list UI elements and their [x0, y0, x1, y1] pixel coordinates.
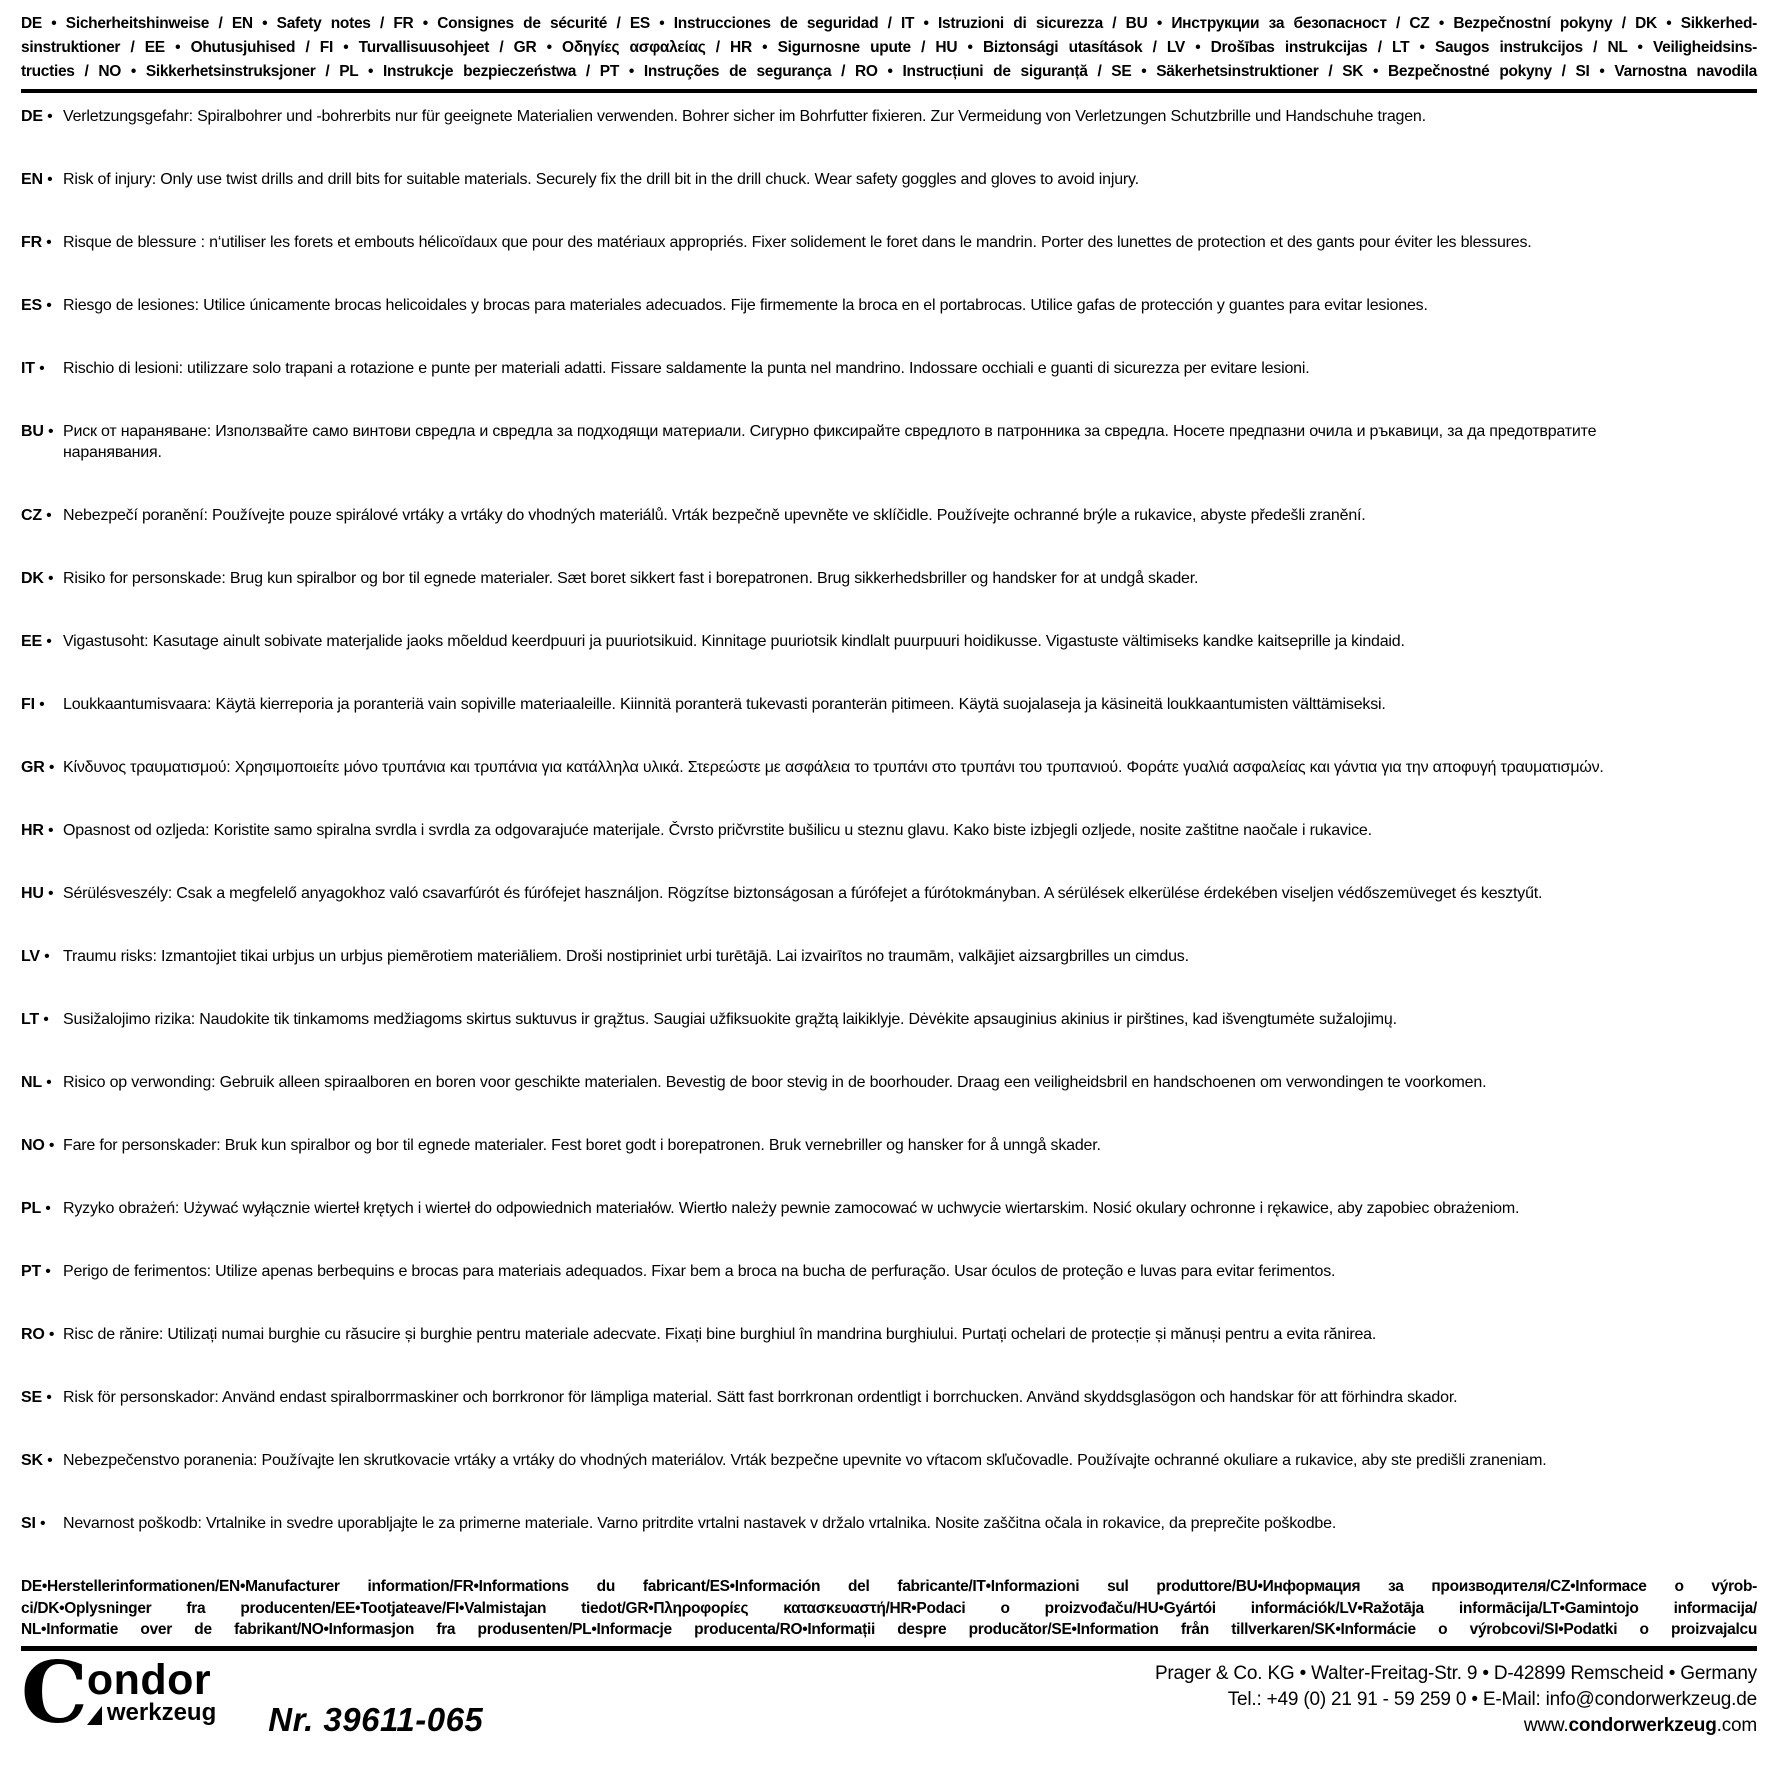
safety-note-row: [21, 106, 1757, 127]
safety-note-row: [21, 1450, 1757, 1471]
safety-note-text: Risc de rănire: Utilizați numai burghie cu răsucire și burghie pentru materiale adecvate. Fixați bine burghiul în mandrina burghiului. Purtați ochelari de protecție și mănuși pentru a evita rănirea.: [63, 1326, 1377, 1343]
safety-note-text: Fare for personskader: Bruk kun spiralbor og bor til egnede materialer. Fest boret godt i borepatronen. Bruk vernebriller og hansker for å unngå skader.: [63, 1137, 1101, 1154]
language-code: NO •: [21, 1135, 63, 1156]
language-code: PT •: [21, 1261, 63, 1282]
safety-note-text: Ryzyko obrażeń: Używać wyłącznie wierteł krętych i wierteł do odpowiednich materiałów. Wiertło należy pewnie zamocować w uchwycie wiertarskim. Nosić okulary ochronne i rękawice, aby zapobiec obrażeniom.: [63, 1200, 1520, 1217]
manufacturer-info-line-3: NL•Informatie over de fabrikant/NO•Informasjon fra produsenten/PL•Informacje producenta/RO•Informații despre producător/SE•Information från tillverkaren/SK•Informácie o výrobcovi/SI•Podatki o proizvajalcu: [21, 1621, 1757, 1638]
language-code: SI •: [21, 1513, 63, 1534]
header-line-3: tructies / NO • Sikkerhetsinstruksjoner / PL • Instrukcje bezpieczeństwa / PT • Instruções de segurança / RO • Instrucțiuni de siguranță / SE • Säkerhetsinstruktioner / SK • Bezpečnostné pokyny / SI • Varnostna navodila: [21, 63, 1757, 80]
safety-note-text: Susižalojimo rizika: Naudokite tik tinkamoms medžiagoms skirtus suktuvus ir grąžtus. Saugiai užfiksuokite grąžtą laikiklyje. Dėvėkite apsauginius akinius ir pirštines, kad išvengtumėte sužalojimų.: [63, 1011, 1397, 1028]
safety-note-text: Risk of injury: Only use twist drills and drill bits for suitable materials. Securely fix the drill bit in the drill chuck. Wear safety goggles and gloves to avoid injury.: [63, 171, 1139, 188]
manufacturer-info-index: [21, 1576, 1757, 1641]
language-code: FI •: [21, 694, 63, 715]
safety-note-row: [21, 1387, 1757, 1408]
language-code: SE •: [21, 1387, 63, 1408]
logo-initial: C: [21, 1642, 86, 1742]
website-prefix: www.: [1523, 1714, 1569, 1736]
language-code: DK •: [21, 568, 63, 589]
website-suffix: .com: [1716, 1714, 1757, 1736]
language-code: LT •: [21, 1009, 63, 1030]
language-code: EE •: [21, 631, 63, 652]
address-block: [1155, 1661, 1757, 1739]
safety-note-row: [21, 631, 1757, 652]
address-line-1: Prager & Co. KG • Walter-Freitag-Str. 9 • D-42899 Remscheid • Germany: [1154, 1662, 1757, 1684]
safety-notes-list: [21, 106, 1757, 1534]
safety-note-text: Traumu risks: Izmantojiet tikai urbjus un urbjus piemērotiem materiāliem. Droši nostipriniet urbi turētājā. Lai izvairītos no traumām, valkājiet aizsargbrilles un cimdus.: [63, 948, 1189, 965]
language-code: FR •: [21, 232, 63, 253]
language-code: RO •: [21, 1324, 63, 1345]
safety-note-text: Risico op verwonding: Gebruik alleen spiraalboren en boren voor geschikte materialen. Bevestig de boor stevig in de boorhouder. Draag een veiligheidsbril en handschoenen om verwondingen te voorkomen.: [63, 1074, 1487, 1091]
safety-note-row: [21, 1009, 1757, 1030]
safety-note-row: [21, 757, 1757, 778]
safety-note-text: Opasnost od ozljeda: Koristite samo spiralna svrdla i svrdla za odgovarajuće materijale. Čvrsto pričvrstite bušilicu u steznu glavu. Kako biste izbjegli ozljede, nosite zaštitne naočale i rukavice.: [63, 822, 1372, 839]
safety-note-row: [21, 820, 1757, 841]
header-language-index: [21, 12, 1757, 84]
safety-note-row: [21, 1135, 1757, 1156]
language-code: SK •: [21, 1450, 63, 1471]
safety-note-row: [21, 1324, 1757, 1345]
logo-wordmark: [86, 1655, 217, 1726]
manufacturer-info-line-2: ci/DK•Oplysninger fra producenten/EE•Tootjateave/FI•Valmistajan tiedot/GR•Πληροφορίες κατασκευαστή/HR•Podaci o proizvođaču/HU•Gyártói információk/LV•Ražotāja informācija/LT•Gamintojo informacija/: [21, 1599, 1757, 1617]
language-code: HR •: [21, 820, 63, 841]
safety-note-row: [21, 883, 1757, 904]
language-code: IT •: [21, 358, 63, 379]
header-line-2: sinstruktioner / EE • Ohutusjuhised / FI • Turvallisuusohjeet / GR • Οδηγίες ασφαλείας / HR • Sigurnosne upute / HU • Biztonsági utasítások / LV • Drošības instrukcijas / LT • Saugos instrukcijos / NL • Veiligheidsins-: [21, 39, 1757, 56]
safety-note-row: [21, 505, 1757, 526]
safety-note-row: [21, 694, 1757, 715]
footer-divider: [21, 1646, 1757, 1651]
safety-note-text: Nebezpečenstvo poranenia: Používajte len skrutkovacie vrtáky a vrtáky do vhodných materiálov. Vrták bezpečne upevnite vo vŕtacom skľučovadle. Používajte ochranné okuliare a rukavice, aby ste predišli zraneniam.: [63, 1452, 1547, 1469]
safety-note-text: Perigo de ferimentos: Utilize apenas berbequins e brocas para materiais adequados. Fixar bem a broca na bucha de perfuração. Usar óculos de proteção e luvas para evitar ferimentos.: [63, 1263, 1336, 1280]
safety-note-text: Риск от нараняване: Използвайте само винтови свредла и свредла за подходящи материали. Сигурно фиксирайте свредлото в патронника за свредла. Носете предпазни очила и ръкавици, за да предотвратите наранявания.: [63, 423, 1597, 461]
safety-note-text: Rischio di lesioni: utilizzare solo trapani a rotazione e punte per materiali adatti. Fissare saldamente la punta nel mandrino. Indossare occhiali e guanti di sicurezza per evitare lesioni.: [63, 360, 1310, 377]
safety-note-text: Risk för personskador: Använd endast spiralborrmaskiner och borrkronor för lämpliga material. Sätt fast borrkronan ordentligt i borrchucken. Använd skyddsglasögon och handskar för att förhindra skador.: [63, 1389, 1458, 1406]
logo-subtitle-text: werkzeug: [106, 1698, 217, 1726]
condor-logo: [21, 1642, 217, 1742]
website-domain: condorwerkzeug: [1568, 1714, 1717, 1736]
safety-note-text: Vigastusoht: Kasutage ainult sobivate materjalide jaoks mõeldud keerdpuuri ja puuriotsikuid. Kinnitage puuriotsik kindlalt puurpuuri hoidikusse. Vigastuste vältimiseks kandke kaitseprille ja kindaid.: [63, 633, 1405, 650]
header-divider: [21, 89, 1757, 93]
header-line-1: DE • Sicherheitshinweise / EN • Safety notes / FR • Consignes de sécurité / ES • Instrucciones de seguridad / IT • Istruzioni di sicurezza / BU • Инструкции за безопасност / CZ • Bezpečnostní pokyny / DK • Sikkerhed-: [21, 15, 1757, 32]
safety-note-text: Riesgo de lesiones: Utilice únicamente brocas helicoidales y brocas para materiales adecuados. Fije firmemente la broca en el portabrocas. Utilice gafas de protección y guantes para evitar lesiones.: [63, 297, 1428, 314]
language-code: NL •: [21, 1072, 63, 1093]
safety-note-text: Nebezpečí poranění: Používejte pouze spirálové vrtáky a vrtáky do vhodných materiálů. Vrták bezpečně upevněte ve sklíčidle. Používejte ochranné brýle a rukavice, abyste předešli zranění.: [63, 507, 1366, 524]
safety-note-row: [21, 169, 1757, 190]
safety-note-text: Verletzungsgefahr: Spiralbohrer und -bohrerbits nur für geeignete Materialien verwenden. Bohrer sicher im Bohrfutter fixieren. Zur Vermeidung von Verletzungen Schutzbrille und Handschuhe tragen.: [63, 108, 1426, 125]
safety-note-row: [21, 1513, 1757, 1534]
safety-note-row: [21, 946, 1757, 967]
safety-note-text: Sérülésveszély: Csak a megfelelő anyagokhoz való csavarfúrót és fúrófejet használjon. Rögzítse biztonságosan a fúrófejet a fúrótokmányban. A sérülések elkerülése érdekében viseljen védőszemüveget és kesztyűt.: [63, 885, 1543, 902]
language-code: GR •: [21, 757, 63, 778]
safety-note-row: [21, 232, 1757, 253]
website-line: [1155, 1713, 1757, 1739]
language-code: HU •: [21, 883, 63, 904]
language-code: BU •: [21, 421, 63, 442]
safety-note-text: Loukkaantumisvaara: Käytä kierreporia ja poranteriä vain sopiville materiaaleille. Kiinnitä poranterä tukevasti poranterän pitimeen. Käytä suojalaseja ja käsineitä loukkaantumisten välttämiseksi.: [63, 696, 1386, 713]
safety-note-row: [21, 421, 1757, 463]
address-line-2: Tel.: +49 (0) 21 91 - 59 259 0 • E-Mail: info@condorwerkzeug.de: [1227, 1688, 1757, 1710]
language-code: CZ •: [21, 505, 63, 526]
safety-note-row: [21, 1198, 1757, 1219]
safety-note-text: Risque de blessure : n‘utiliser les forets et embouts hélicoïdaux que pour des matériaux appropriés. Fixer solidement le foret dans le mandrin. Porter des lunettes de protection et des gants pour éviter les blessures.: [63, 234, 1532, 251]
language-code: DE •: [21, 106, 63, 127]
logo-triangle-icon: [87, 1706, 102, 1725]
manufacturer-info-line-1: DE•Herstellerinformationen/EN•Manufacturer information/FR•Informations du fabricant/ES•Información del fabricante/IT•Informazioni sul produttore/BU•Информация за производителя/CZ•Informace o výrob-: [21, 1578, 1757, 1595]
logo-brand-text: ondor: [86, 1655, 212, 1704]
language-code: PL •: [21, 1198, 63, 1219]
safety-note-text: Κίνδυνος τραυματισμού: Χρησιμοποιείτε μόνο τρυπάνια και τρυπάνια για κατάλληλα υλικά. Στερεώστε με ασφάλεια το τρυπάνι στο τρυπάνι του τρυπανιού. Φοράτε γυαλιά ασφαλείας και γάντια για την αποφυγή τραυματισμών.: [63, 759, 1604, 776]
safety-note-row: [21, 1261, 1757, 1282]
logo-subtitle: [87, 1698, 217, 1726]
safety-note-text: Risiko for personskade: Brug kun spiralbor og bor til egnede materialer. Sæt boret sikkert fast i borepatronen. Brug sikkerhedsbriller og handsker for at undgå skader.: [63, 570, 1199, 587]
part-number: Nr. 39611-065: [268, 1700, 484, 1738]
language-code: LV •: [21, 946, 63, 967]
safety-note-text: Nevarnost poškodb: Vrtalnike in svedre uporabljajte le za primerne materiale. Varno pritrdite vrtalni nastavek v držalo vrtalnika. Nosite zaščitna očala in rokavice, da preprečite poškodbe.: [63, 1515, 1337, 1532]
safety-note-row: [21, 1072, 1757, 1093]
safety-note-row: [21, 568, 1757, 589]
safety-note-row: [21, 358, 1757, 379]
language-code: EN •: [21, 169, 63, 190]
safety-note-row: [21, 295, 1757, 316]
language-code: ES •: [21, 295, 63, 316]
footer: [21, 1642, 1757, 1742]
